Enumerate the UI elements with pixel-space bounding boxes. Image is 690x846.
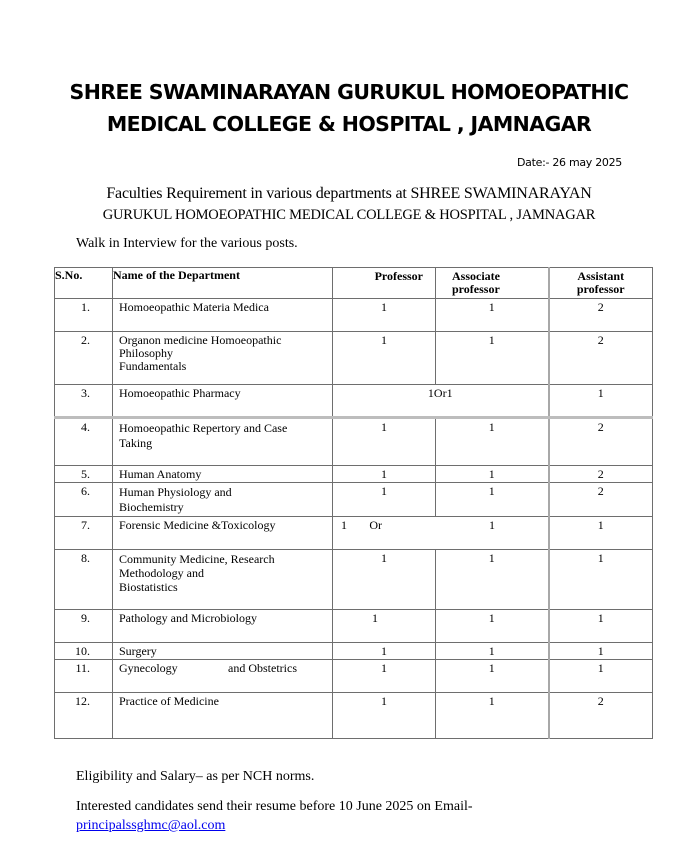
row-professor: 1: [333, 610, 436, 643]
dept-line: Biochemistry: [119, 500, 184, 514]
row-professor: 1: [333, 332, 436, 385]
row-associate: 1: [489, 518, 495, 532]
dept-line: Biostatistics: [119, 580, 178, 594]
row-professor: 1: [333, 693, 436, 739]
row-associate: 1: [436, 332, 549, 385]
row-professor: 1: [333, 418, 436, 466]
row-professor: 1: [333, 550, 436, 610]
row-assistant: 2: [549, 466, 653, 483]
row-professor-or-associate: [333, 517, 549, 550]
row-sno: 12.: [55, 693, 113, 739]
dept-line: and Obstetrics: [228, 661, 297, 675]
row-assistant: 1: [549, 660, 653, 693]
eligibility-note: Eligibility and Salary– as per NCH norms.: [76, 769, 315, 784]
header-associate-professor: [436, 268, 549, 299]
row-associate: 1: [436, 418, 549, 466]
dept-line: Gynecology: [119, 661, 178, 675]
document-date: Date:- 26 may 2025: [516, 156, 622, 169]
row-department: Human Anatomy: [113, 466, 333, 483]
table-row: [55, 483, 653, 517]
row-assistant: 2: [549, 483, 653, 517]
row-professor: 1: [333, 466, 436, 483]
table-row: [55, 517, 653, 550]
row-department: Forensic Medicine &Toxicology: [113, 517, 333, 550]
row-associate: 1: [436, 660, 549, 693]
row-sno: 4.: [55, 418, 113, 466]
row-department: Surgery: [113, 643, 333, 660]
table-row: [55, 610, 653, 643]
row-associate: 1: [436, 643, 549, 660]
header-associate-line1: Associate: [452, 269, 500, 283]
header-associate-line2: professor: [452, 282, 500, 296]
table-row: [55, 643, 653, 660]
row-professor: 1: [341, 518, 347, 532]
row-professor: 1: [333, 660, 436, 693]
row-associate: 1: [436, 299, 549, 332]
row-assistant: 2: [549, 332, 653, 385]
row-department: [113, 418, 333, 466]
row-department: Homoeopathic Materia Medica: [113, 299, 333, 332]
row-professor-or-associate: 1Or1: [333, 385, 549, 418]
dept-line: Fundamentals: [119, 359, 187, 373]
row-department: Homoeopathic Pharmacy: [113, 385, 333, 418]
row-department: [113, 332, 333, 385]
header-sno: S.No.: [55, 268, 113, 299]
table-row: [55, 466, 653, 483]
application-instructions: Interested candidates send their resume before 10 June 2025 on Email-: [76, 799, 473, 814]
table-row: [55, 385, 653, 418]
email-link[interactable]: principalssghmc@aol.com: [76, 818, 226, 833]
row-sno: 2.: [55, 332, 113, 385]
dept-line: Homoeopathic Repertory and Case: [119, 421, 288, 435]
walk-in-notice: Walk in Interview for the various posts.: [76, 236, 298, 251]
or-label: Or: [369, 518, 382, 532]
college-title-line-2: MEDICAL COLLEGE & HOSPITAL , JAMNAGAR: [106, 112, 592, 136]
dept-line: Organon medicine Homoeopathic: [119, 333, 282, 347]
row-professor: 1: [333, 299, 436, 332]
row-sno: 6.: [55, 483, 113, 517]
subtitle-line-1: Faculties Requirement in various departments at SHREE SWAMINARAYAN: [106, 185, 592, 202]
row-associate: 1: [436, 466, 549, 483]
header-professor: Professor: [333, 268, 436, 299]
row-sno: 3.: [55, 385, 113, 418]
header-assistant-professor: [549, 268, 653, 299]
table-row: [55, 693, 653, 739]
row-department: Pathology and Microbiology: [113, 610, 333, 643]
row-department: [113, 483, 333, 517]
dept-line: Taking: [119, 436, 153, 450]
row-sno: 1.: [55, 299, 113, 332]
dept-line: Methodology and: [119, 566, 204, 580]
row-department: Practice of Medicine: [113, 693, 333, 739]
header-department: Name of the Department: [113, 268, 333, 299]
row-associate: 1: [436, 610, 549, 643]
subtitle-line-2: GURUKUL HOMOEOPATHIC MEDICAL COLLEGE & HOSPITAL , JAMNAGAR: [102, 207, 596, 223]
dept-line: Philosophy: [119, 346, 174, 360]
row-sno: 8.: [55, 550, 113, 610]
row-sno: 10.: [55, 643, 113, 660]
table-row: [55, 660, 653, 693]
dept-line: Community Medicine, Research: [119, 552, 275, 566]
row-professor: 1: [333, 643, 436, 660]
faculty-requirement-table: [54, 267, 653, 739]
row-assistant: 1: [549, 610, 653, 643]
dept-line: Human Physiology and: [119, 485, 232, 499]
row-sno: 7.: [55, 517, 113, 550]
table-row: [55, 550, 653, 610]
row-assistant: 2: [549, 418, 653, 466]
row-assistant: 1: [549, 643, 653, 660]
row-associate: 1: [436, 550, 549, 610]
row-sno: 11.: [55, 660, 113, 693]
table-row: [55, 332, 653, 385]
row-sno: 5.: [55, 466, 113, 483]
college-title-line-1: SHREE SWAMINARAYAN GURUKUL HOMOEOPATHIC: [69, 80, 629, 104]
row-associate: 1: [436, 693, 549, 739]
row-department: [113, 550, 333, 610]
row-department: [113, 660, 333, 693]
row-assistant: 1: [549, 550, 653, 610]
row-assistant: 2: [549, 299, 653, 332]
table-row: [55, 299, 653, 332]
row-assistant: 1: [549, 385, 653, 418]
row-sno: 9.: [55, 610, 113, 643]
row-assistant: 2: [549, 693, 653, 739]
table-row: [55, 418, 653, 466]
header-assistant-line2: professor: [576, 282, 625, 296]
row-associate: 1: [436, 483, 549, 517]
header-assistant-line1: Assistant: [577, 269, 625, 283]
row-assistant: 1: [549, 517, 653, 550]
table-header-row: [55, 268, 653, 299]
row-professor: 1: [333, 483, 436, 517]
